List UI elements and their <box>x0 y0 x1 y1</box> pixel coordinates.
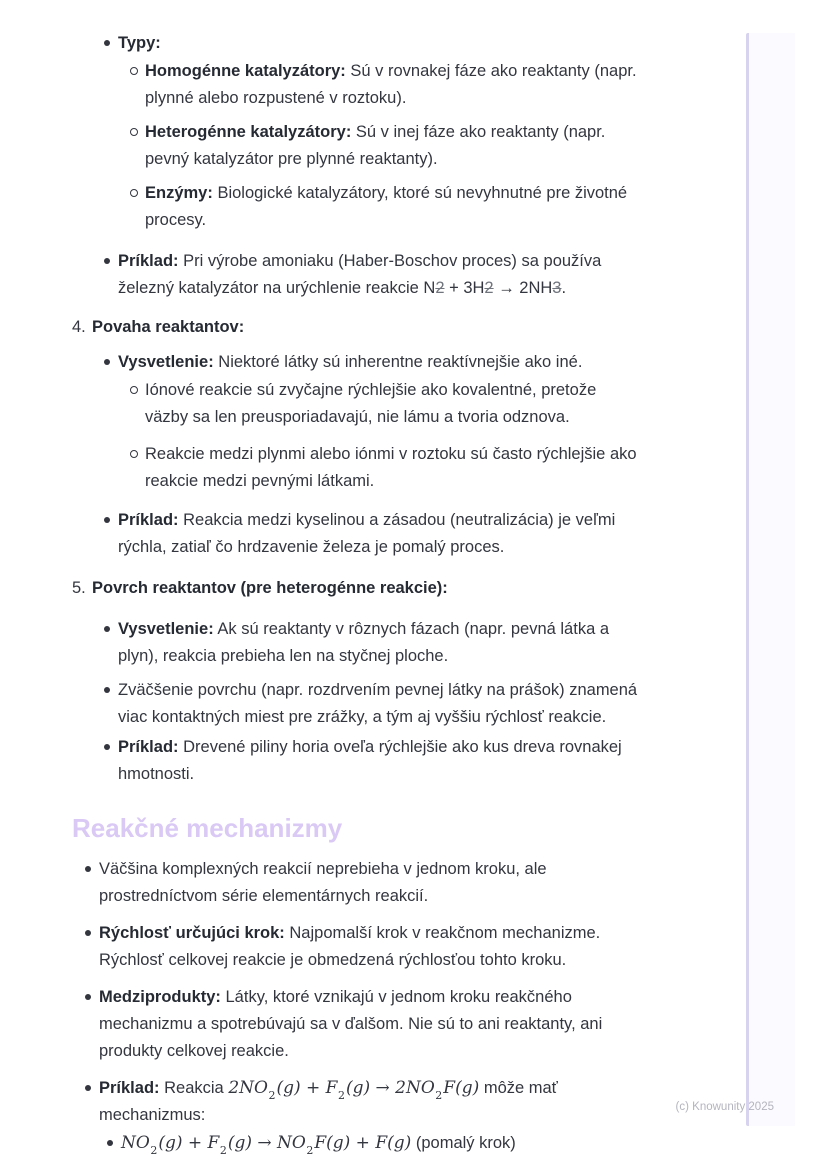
strikethrough-digit: 2 <box>435 279 445 297</box>
document-content <box>72 30 640 1167</box>
list-item-priklad-mechanizmus <box>84 1075 640 1129</box>
text-segment: Reakcie medzi plynmi alebo iónmi v roztoku sú často rýchlejšie ako reakcie medzi pevnými látkami. <box>145 445 637 490</box>
chemical-equation <box>228 1078 480 1103</box>
list-item-text <box>121 1130 640 1157</box>
text-segment: Biologické katalyzátory, ktoré sú nevyhnutné pre životné procesy. <box>145 184 628 229</box>
list-item-homogenne <box>130 58 640 112</box>
circle-bullet-icon <box>130 180 145 234</box>
numbered-heading-5 <box>72 575 640 602</box>
bullet-icon <box>103 616 118 670</box>
math-segment: F(g) + F(g) <box>314 1133 412 1153</box>
circle-bullet-icon <box>130 441 145 495</box>
text-segment-bold: Príklad: <box>118 738 179 756</box>
math-subscript: 2 <box>150 1144 158 1158</box>
text-segment-bold: Príklad: <box>118 252 179 270</box>
list-item-text <box>99 1075 640 1129</box>
text-segment: (pomalý krok) <box>411 1134 516 1152</box>
list-number: 5. <box>72 579 86 597</box>
list-item-text <box>118 349 640 376</box>
text-segment: môže mať mechanizmus: <box>99 1079 558 1124</box>
text-segment: Niektoré látky sú inherentne reaktívnejšie ako iné. <box>213 353 583 371</box>
text-segment: Sú v rovnakej fáze ako reaktanty (napr. plynné alebo rozpustené v roztoku). <box>145 62 637 107</box>
text-segment: . <box>561 279 567 297</box>
chemical-equation <box>121 1133 412 1158</box>
text-segment-bold: Rýchlosť určujúci krok: <box>99 924 285 942</box>
list-item-vysvetlenie4 <box>103 349 640 376</box>
list-item-enzymy <box>130 180 640 234</box>
math-subscript: 2 <box>337 1089 345 1103</box>
math-subscript: 2 <box>435 1089 443 1103</box>
math-subscript: 2 <box>219 1144 227 1158</box>
text-segment: → 2NH <box>493 279 553 297</box>
list-item-zvacsenie <box>103 677 640 731</box>
next-page-edge-panel <box>746 33 795 1126</box>
math-segment: F(g) <box>443 1078 480 1098</box>
text-segment: Reakcia <box>159 1079 229 1097</box>
list-item-medziprodukty <box>84 984 640 1065</box>
bullet-icon <box>106 1130 121 1157</box>
section-heading-reakcne-mechanizmy: Reakčné mechanizmy <box>72 813 343 843</box>
math-segment: (g) + F <box>276 1078 338 1098</box>
text-segment: Pri výrobe amoniaku (Haber-Boschov proces) sa používa železný katalyzátor na urýchlenie reakcie N <box>118 252 602 297</box>
math-segment: 2NO <box>228 1078 268 1098</box>
text-segment-bold: Príklad: <box>118 511 179 529</box>
list-item-plyny <box>130 441 640 495</box>
text-segment-bold: Enzýmy: <box>145 184 213 202</box>
numbered-heading-4 <box>72 314 640 341</box>
list-item-text <box>145 377 640 431</box>
math-subscript: 2 <box>268 1089 276 1103</box>
list-item-text <box>99 856 640 910</box>
math-segment: NO <box>121 1133 150 1153</box>
text-segment-bold: Medziprodukty: <box>99 988 221 1006</box>
math-segment: (g) → 2NO <box>345 1078 435 1098</box>
bullet-icon <box>103 677 118 731</box>
list-item-text <box>118 677 640 731</box>
list-item-ionove <box>130 377 640 431</box>
bullet-icon <box>103 248 118 302</box>
text-segment-bold: Typy: <box>118 34 161 52</box>
list-item-text <box>145 180 640 234</box>
text-segment: Zväčšenie povrchu (napr. rozdrvením pevnej látky na prášok) znamená viac kontaktných miest pre zrážky, a tým aj vyššiu rýchlosť reakcie. <box>118 681 638 726</box>
text-segment: Látky, ktoré vznikajú v jednom kroku reakčného mechanizmu a spotrebúvajú sa v ďalšom. Nie sú to ani reaktanty, ani produkty celkovej reakcie. <box>99 988 603 1060</box>
list-item-text <box>99 920 640 974</box>
list-item-priklad-neutralizacia <box>103 507 640 561</box>
text-segment-bold: Príklad: <box>99 1079 160 1097</box>
list-item-rychlost <box>84 920 640 974</box>
text-segment-bold: Heterogénne katalyzátory: <box>145 123 352 141</box>
circle-bullet-icon <box>130 377 145 431</box>
list-item-mech-krok1 <box>106 1130 640 1157</box>
list-item-text <box>99 984 640 1065</box>
list-item-text <box>145 119 640 173</box>
text-segment: Ak sú reaktanty v rôznych fázach (napr. pevná látka a plyn), reakcia prebieha len na styčnej ploche. <box>118 620 610 665</box>
list-item-heterogenne <box>130 119 640 173</box>
list-number: 4. <box>72 318 86 336</box>
strikethrough-digit: 2 <box>484 279 494 297</box>
math-subscript: 2 <box>306 1144 314 1158</box>
list-item-text <box>118 248 640 302</box>
list-item-text <box>118 507 640 561</box>
list-item-vysvetlenie5 <box>103 616 640 670</box>
math-segment: (g) → NO <box>227 1133 306 1153</box>
bullet-icon <box>103 349 118 376</box>
bullet-icon <box>84 920 99 974</box>
bullet-icon <box>103 507 118 561</box>
text-segment: Reakcia medzi kyselinou a zásadou (neutralizácia) je veľmi rýchla, zatiaľ čo hrdzavenie železa je pomalý proces. <box>118 511 616 556</box>
list-item-text <box>118 734 640 788</box>
text-segment-bold: Vysvetlenie: <box>118 620 214 638</box>
numbered-heading-title: Povrch reaktantov (pre heterogénne reakcie): <box>92 579 448 597</box>
math-segment: (g) + F <box>158 1133 220 1153</box>
list-item-text <box>118 30 640 57</box>
footer-credit: (c) Knowunity 2025 <box>675 1101 774 1113</box>
list-item-text <box>118 616 640 670</box>
list-item-vacsina <box>84 856 640 910</box>
circle-bullet-icon <box>130 58 145 112</box>
bullet-icon <box>84 1075 99 1129</box>
bullet-icon <box>84 856 99 910</box>
text-segment: Iónové reakcie sú zvyčajne rýchlejšie ako kovalentné, pretože väzby sa len preusporiadavajú, nie lámu a tvoria odznova. <box>145 381 597 426</box>
list-item-text <box>145 58 640 112</box>
bullet-icon <box>103 30 118 57</box>
bullet-icon <box>103 734 118 788</box>
text-segment: Sú v inej fáze ako reaktanty (napr. pevný katalyzátor pre plynné reaktanty). <box>145 123 606 168</box>
list-item-typy <box>103 30 640 57</box>
list-item-priklad-katalyzator <box>103 248 640 302</box>
circle-bullet-icon <box>130 119 145 173</box>
list-item-priklad-piliny <box>103 734 640 788</box>
text-segment-bold: Homogénne katalyzátory: <box>145 62 346 80</box>
numbered-heading-title: Povaha reaktantov: <box>92 318 245 336</box>
text-segment: Drevené piliny horia oveľa rýchlejšie ako kus dreva rovnakej hmotnosti. <box>118 738 622 783</box>
text-segment-bold: Vysvetlenie: <box>118 353 214 371</box>
strikethrough-digit: 3 <box>552 279 562 297</box>
text-segment: Väčšina komplexných reakcií neprebieha v jednom kroku, ale prostredníctvom série elementárnych reakcií. <box>99 860 547 905</box>
bullet-icon <box>84 984 99 1065</box>
list-item-text <box>145 441 640 495</box>
text-segment: + 3H <box>444 279 485 297</box>
text-segment: Najpomalší krok v reakčnom mechanizme. Rýchlosť celkovej reakcie je obmedzená rýchlosťou tohto kroku. <box>99 924 601 969</box>
